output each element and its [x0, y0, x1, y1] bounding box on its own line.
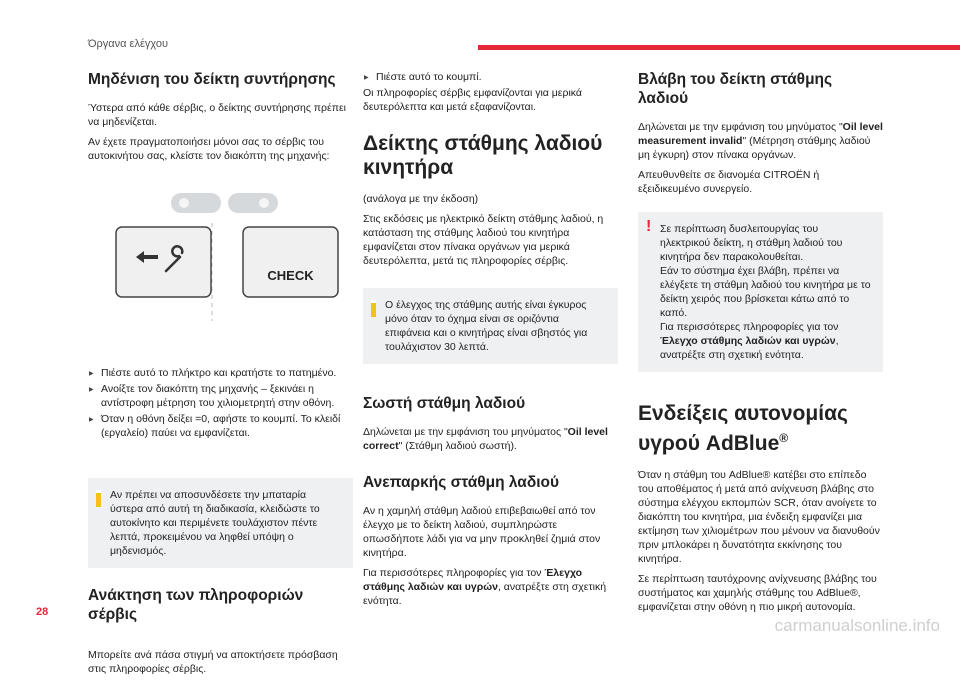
bullet-item: ▶ Όταν η οθόνη δείξει =0, αφήστε το κουμπί. Το κλειδί (εργαλείο) παύει να εμφανίζεται.: [88, 412, 353, 440]
warning-text: Σε περίπτωση δυσλειτουργίας του ηλεκτρικού δείκτη, η στάθμη λαδιού του κινητήρα δεν παρακολουθείται.: [660, 223, 843, 263]
info-text: Αν πρέπει να αποσυνδέσετε την μπαταρία ύστερα από αυτή τη διαδικασία, κλειδώστε το αυτοκίνητο και περιμένετε τουλάχιστον πέντε λεπτά, προκειμένου να ληφθεί υπόψη ο μηδενισμός.: [110, 489, 320, 557]
page-number: 28: [36, 606, 49, 618]
warning-icon: !: [646, 218, 652, 235]
message-oil-correct: Oil level correct: [363, 426, 608, 452]
column-3: [638, 70, 883, 620]
paragraph: Μπορείτε ανά πάσα στιγμή να αποκτήσετε πρόσβαση στις πληροφορίες σέρβις.: [88, 649, 338, 675]
paragraph: Στις εκδόσεις με ηλεκτρικό δείκτη στάθμης λαδιού, η κατάσταση της στάθμης λαδιού του κινητήρα εμφανίζεται στον πίνακα οργάνων για μερικά δευτερόλεπτα, μετά τις πληροφορίες σέρβις.: [363, 213, 604, 267]
info-icon: [371, 300, 376, 317]
info-icon: [96, 490, 101, 507]
paragraph: Αν η χαμηλή στάθμη λαδιού επιβεβαιωθεί από τον έλεγχο με το δείκτη λαδιού, συμπληρώστε οπωσδήποτε λάδι για να μην προκληθεί ζημιά στον κινητήρα.: [363, 505, 601, 559]
watermark: carmanualsonline.info: [774, 616, 940, 635]
bullet-item: ▶ Πιέστε αυτό το πλήκτρο και κρατήστε το πατημένο.: [88, 366, 353, 380]
paragraph: (ανάλογα με την έκδοση): [363, 193, 479, 205]
heading-service-reset: Μηδένιση του δείκτη συντήρησης: [88, 71, 336, 88]
column-1: [88, 70, 353, 682]
heading-oil-level-indicator: Δείκτης στάθμης λαδιού κινητήρα: [363, 132, 603, 179]
heading-oil-indicator-fault: Βλάβη του δείκτη στάθμης λαδιού: [638, 71, 833, 107]
info-text: Ο έλεγχος της στάθμης αυτής είναι έγκυρος μόνο όταν το όχημα είναι σε οριζόντια επιφάνεια και ο κινητήρας είναι σβηστός για τουλάχιστον 30 λεπτά.: [385, 299, 588, 353]
section-header: Όργανα ελέγχου: [88, 38, 168, 50]
paragraph: Όταν η στάθμη του AdBlue® κατέβει στο επίπεδο του αποθέματος ή μετά από ανίχνευση βλάβης στο σύστημα ελέγχου εκπομπών SCR, όταν ανοίγετε το διακόπτη του κινητήρα, μια ένδειξη εμφανίζει μια εκτίμηση των χιλιομέτρων που μένουν να διανυθούν πριν μπλοκάρει η δυνατότητα εκκίνησης του κινητήρα.: [638, 469, 880, 565]
warning-text: Για περισσότερες πληροφορίες για τον Έλεγχο στάθμης λαδιών και υγρών, ανατρέξτε στη σχετική ενότητα.: [660, 321, 839, 361]
message-oil-invalid: Oil level measurement invalid: [638, 121, 883, 147]
bullet-item: ▶ Ανοίξτε τον διακόπτη της μηχανής – ξεκινάει η αντίστροφη μέτρηση του χιλιομετρητή στην οθόνη.: [88, 382, 353, 410]
paragraph: Αν έχετε πραγματοποιήσει μόνοι σας το σέρβις του αυτοκινήτου σας, κλείστε τον διακόπτη της μηχανής:: [88, 136, 330, 162]
paragraph: Απευθυνθείτε σε διανομέα CITROËN ή εξειδικευμένο συνεργείο.: [638, 169, 820, 195]
paragraph: Δηλώνεται με την εμφάνιση του μηνύματος "Oil level measurement invalid" (Μέτρηση στάθμης λαδιού μη έγκυρη) στον πίνακα οργάνων.: [638, 121, 883, 161]
instrument-panel-illustration: [88, 181, 353, 356]
heading-oil-level-correct: Σωστή στάθμη λαδιού: [363, 395, 526, 412]
paragraph: Σε περίπτωση ταυτόχρονης ανίχνευσης βλάβης του συστήματος και χαμηλής στάθμης του AdBlue®, εμφανίζεται στην οθόνη η πιο μικρή αυτονομία.: [638, 573, 877, 613]
cross-reference: Έλεγχο στάθμης λαδιών και υγρών: [363, 567, 583, 593]
header-accent-bar: [478, 45, 960, 50]
paragraph: Ύστερα από κάθε σέρβις, ο δείκτης συντήρησης πρέπει να μηδενίζεται.: [88, 102, 346, 128]
paragraph: Δηλώνεται με την εμφάνιση του μηνύματος "Oil level correct" (Στάθμη λαδιού σωστή).: [363, 426, 608, 452]
paragraph: Για περισσότερες πληροφορίες για τον Έλεγχο στάθμης λαδιών και υγρών, ανατρέξτε στη σχετική ενότητα.: [363, 567, 607, 607]
heading-adblue: Ενδείξεις αυτονομίας υγρού AdBlue®: [638, 402, 848, 455]
paragraph: Οι πληροφορίες σέρβις εμφανίζονται για μερικά δευτερόλεπτα και μετά εξαφανίζονται.: [363, 87, 582, 113]
check-button-label: CHECK: [267, 268, 314, 283]
heading-oil-level-low: Ανεπαρκής στάθμη λαδιού: [363, 474, 560, 491]
warning-text: Εάν το σύστημα έχει βλάβη, πρέπει να ελέγξετε τη στάθμη λαδιού του κινητήρα με το δείκτη χειρός που βρίσκεται κάτω από το καπό.: [660, 265, 871, 319]
info-box: [88, 478, 353, 568]
cross-reference: Έλεγχο στάθμης λαδιών και υγρών: [660, 335, 836, 347]
bullet-item: ▶ Πιέστε αυτό το κουμπί.: [363, 70, 618, 84]
column-2: [363, 70, 618, 614]
warning-box: [638, 212, 883, 372]
info-box: [363, 288, 618, 364]
heading-service-info: Ανάκτηση των πληροφοριών σέρβις: [88, 587, 304, 623]
